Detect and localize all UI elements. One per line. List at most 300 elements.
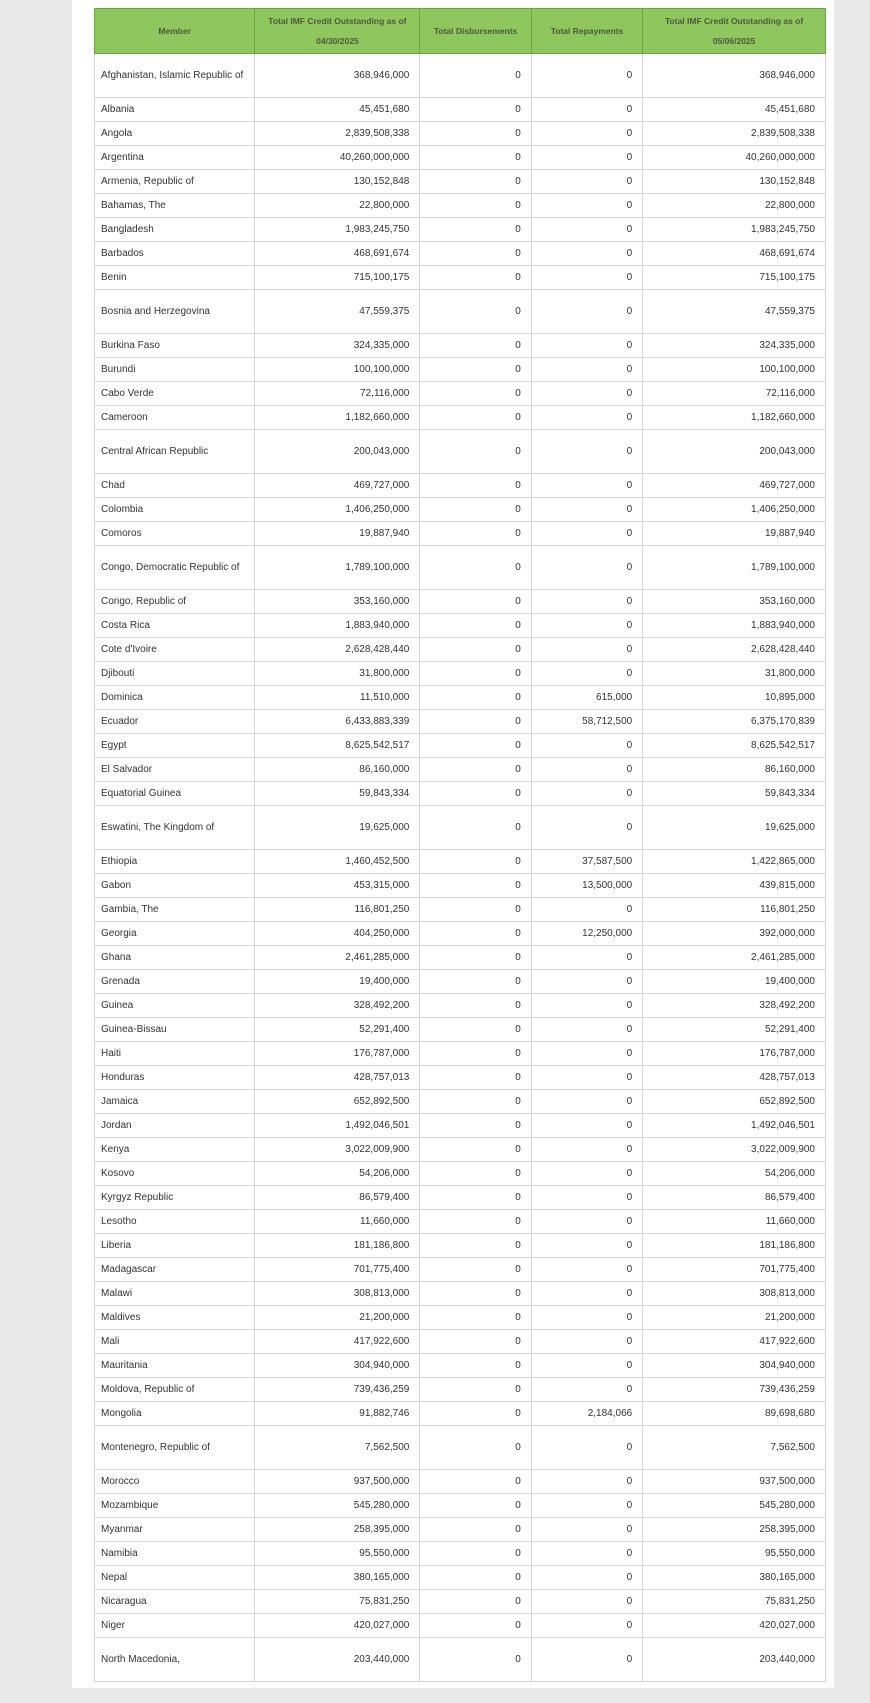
disbursements-cell: 0 — [420, 1210, 531, 1234]
credit-outstanding-start-cell: 100,100,000 — [255, 358, 420, 382]
credit-outstanding-end-cell: 1,883,940,000 — [643, 614, 826, 638]
disbursements-cell: 0 — [420, 970, 531, 994]
member-cell: Nicaragua — [95, 1590, 255, 1614]
disbursements-cell: 0 — [420, 382, 531, 406]
table-row — [95, 758, 826, 782]
credit-outstanding-end-cell: 95,550,000 — [643, 1542, 826, 1566]
disbursements-cell: 0 — [420, 898, 531, 922]
disbursements-cell: 0 — [420, 1354, 531, 1378]
credit-outstanding-start-cell: 75,831,250 — [255, 1590, 420, 1614]
disbursements-cell: 0 — [420, 1234, 531, 1258]
repayments-cell: 0 — [531, 98, 642, 122]
credit-outstanding-end-cell: 701,775,400 — [643, 1258, 826, 1282]
table-row — [95, 922, 826, 946]
member-cell: Eswatini, The Kingdom of — [95, 806, 255, 850]
table-row — [95, 218, 826, 242]
disbursements-cell: 0 — [420, 710, 531, 734]
disbursements-cell: 0 — [420, 1470, 531, 1494]
credit-outstanding-start-cell: 19,625,000 — [255, 806, 420, 850]
credit-outstanding-end-cell: 2,461,285,000 — [643, 946, 826, 970]
credit-outstanding-start-cell: 304,940,000 — [255, 1354, 420, 1378]
repayments-cell: 0 — [531, 1066, 642, 1090]
credit-outstanding-start-cell: 200,043,000 — [255, 430, 420, 474]
member-cell: Cabo Verde — [95, 382, 255, 406]
credit-outstanding-end-cell: 6,375,170,839 — [643, 710, 826, 734]
credit-outstanding-end-cell: 937,500,000 — [643, 1470, 826, 1494]
member-cell: Ethiopia — [95, 850, 255, 874]
disbursements-cell: 0 — [420, 1566, 531, 1590]
credit-outstanding-end-cell: 328,492,200 — [643, 994, 826, 1018]
repayments-cell: 0 — [531, 1494, 642, 1518]
member-cell: Chad — [95, 474, 255, 498]
repayments-cell: 0 — [531, 1638, 642, 1682]
member-cell: Malawi — [95, 1282, 255, 1306]
table-row — [95, 334, 826, 358]
member-cell: Argentina — [95, 146, 255, 170]
credit-outstanding-start-cell: 420,027,000 — [255, 1614, 420, 1638]
table-header-row — [95, 9, 826, 54]
table-row — [95, 474, 826, 498]
header-total-repayments: Total Repayments — [531, 9, 642, 54]
credit-outstanding-start-cell: 8,625,542,517 — [255, 734, 420, 758]
repayments-cell: 615,000 — [531, 686, 642, 710]
table-row — [95, 1402, 826, 1426]
credit-outstanding-end-cell: 324,335,000 — [643, 334, 826, 358]
credit-outstanding-end-cell: 3,022,009,900 — [643, 1138, 826, 1162]
table-row — [95, 290, 826, 334]
credit-outstanding-start-cell: 715,100,175 — [255, 266, 420, 290]
credit-outstanding-end-cell: 417,922,600 — [643, 1330, 826, 1354]
repayments-cell: 0 — [531, 1590, 642, 1614]
disbursements-cell: 0 — [420, 1018, 531, 1042]
repayments-cell: 0 — [531, 358, 642, 382]
credit-outstanding-end-cell: 21,200,000 — [643, 1306, 826, 1330]
credit-outstanding-end-cell: 75,831,250 — [643, 1590, 826, 1614]
credit-outstanding-end-cell: 89,698,680 — [643, 1402, 826, 1426]
credit-outstanding-start-cell: 2,461,285,000 — [255, 946, 420, 970]
credit-outstanding-start-cell: 95,550,000 — [255, 1542, 420, 1566]
credit-outstanding-start-cell: 328,492,200 — [255, 994, 420, 1018]
credit-outstanding-end-cell: 2,839,508,338 — [643, 122, 826, 146]
table-row — [95, 122, 826, 146]
disbursements-cell: 0 — [420, 1494, 531, 1518]
disbursements-cell: 0 — [420, 662, 531, 686]
credit-outstanding-end-cell: 47,559,375 — [643, 290, 826, 334]
disbursements-cell: 0 — [420, 614, 531, 638]
credit-outstanding-start-cell: 1,983,245,750 — [255, 218, 420, 242]
credit-outstanding-end-cell: 54,206,000 — [643, 1162, 826, 1186]
repayments-cell: 0 — [531, 242, 642, 266]
repayments-cell: 0 — [531, 758, 642, 782]
disbursements-cell: 0 — [420, 1518, 531, 1542]
repayments-cell: 0 — [531, 1566, 642, 1590]
table-row — [95, 1566, 826, 1590]
repayments-cell: 0 — [531, 662, 642, 686]
member-cell: Gambia, The — [95, 898, 255, 922]
table-row — [95, 1638, 826, 1682]
repayments-cell: 12,250,000 — [531, 922, 642, 946]
member-cell: Morocco — [95, 1470, 255, 1494]
credit-outstanding-end-cell: 308,813,000 — [643, 1282, 826, 1306]
disbursements-cell: 0 — [420, 1186, 531, 1210]
table-row — [95, 662, 826, 686]
repayments-cell: 0 — [531, 1090, 642, 1114]
table-row — [95, 946, 826, 970]
disbursements-cell: 0 — [420, 1282, 531, 1306]
table-row — [95, 806, 826, 850]
member-cell: Jordan — [95, 1114, 255, 1138]
disbursements-cell: 0 — [420, 1162, 531, 1186]
credit-outstanding-start-cell: 1,492,046,501 — [255, 1114, 420, 1138]
credit-outstanding-end-cell: 739,436,259 — [643, 1378, 826, 1402]
repayments-cell: 0 — [531, 970, 642, 994]
credit-outstanding-start-cell: 54,206,000 — [255, 1162, 420, 1186]
member-cell: Mauritania — [95, 1354, 255, 1378]
disbursements-cell: 0 — [420, 1542, 531, 1566]
table-row — [95, 874, 826, 898]
table-row — [95, 970, 826, 994]
repayments-cell: 0 — [531, 806, 642, 850]
disbursements-cell: 0 — [420, 1090, 531, 1114]
member-cell: Nepal — [95, 1566, 255, 1590]
credit-outstanding-start-cell: 380,165,000 — [255, 1566, 420, 1590]
credit-outstanding-start-cell: 72,116,000 — [255, 382, 420, 406]
credit-outstanding-start-cell: 31,800,000 — [255, 662, 420, 686]
disbursements-cell: 0 — [420, 1138, 531, 1162]
member-cell: Benin — [95, 266, 255, 290]
disbursements-cell: 0 — [420, 430, 531, 474]
table-row — [95, 1306, 826, 1330]
repayments-cell: 37,587,500 — [531, 850, 642, 874]
repayments-cell: 2,184,066 — [531, 1402, 642, 1426]
credit-outstanding-start-cell: 545,280,000 — [255, 1494, 420, 1518]
credit-outstanding-end-cell: 545,280,000 — [643, 1494, 826, 1518]
repayments-cell: 0 — [531, 1162, 642, 1186]
member-cell: Madagascar — [95, 1258, 255, 1282]
credit-outstanding-start-cell: 368,946,000 — [255, 54, 420, 98]
credit-outstanding-start-cell: 353,160,000 — [255, 590, 420, 614]
credit-outstanding-end-cell: 392,000,000 — [643, 922, 826, 946]
table-row — [95, 406, 826, 430]
credit-outstanding-end-cell: 203,440,000 — [643, 1638, 826, 1682]
credit-outstanding-end-cell: 200,043,000 — [643, 430, 826, 474]
table-row — [95, 242, 826, 266]
repayments-cell: 0 — [531, 1210, 642, 1234]
credit-outstanding-start-cell: 91,882,746 — [255, 1402, 420, 1426]
credit-outstanding-start-cell: 22,800,000 — [255, 194, 420, 218]
repayments-cell: 0 — [531, 1138, 642, 1162]
credit-outstanding-start-cell: 19,887,940 — [255, 522, 420, 546]
member-cell: Ecuador — [95, 710, 255, 734]
repayments-cell: 0 — [531, 782, 642, 806]
credit-outstanding-start-cell: 203,440,000 — [255, 1638, 420, 1682]
disbursements-cell: 0 — [420, 686, 531, 710]
credit-outstanding-start-cell: 468,691,674 — [255, 242, 420, 266]
credit-outstanding-end-cell: 1,983,245,750 — [643, 218, 826, 242]
member-cell: Jamaica — [95, 1090, 255, 1114]
credit-outstanding-end-cell: 19,887,940 — [643, 522, 826, 546]
credit-outstanding-start-cell: 404,250,000 — [255, 922, 420, 946]
member-cell: Bosnia and Herzegovina — [95, 290, 255, 334]
table-row — [95, 1042, 826, 1066]
table-row — [95, 358, 826, 382]
credit-outstanding-end-cell: 100,100,000 — [643, 358, 826, 382]
credit-outstanding-end-cell: 22,800,000 — [643, 194, 826, 218]
credit-outstanding-end-cell: 468,691,674 — [643, 242, 826, 266]
repayments-cell: 0 — [531, 1234, 642, 1258]
member-cell: Comoros — [95, 522, 255, 546]
credit-outstanding-start-cell: 469,727,000 — [255, 474, 420, 498]
credit-outstanding-end-cell: 8,625,542,517 — [643, 734, 826, 758]
credit-outstanding-start-cell: 47,559,375 — [255, 290, 420, 334]
imf-credit-table — [94, 8, 826, 1682]
repayments-cell: 0 — [531, 994, 642, 1018]
credit-outstanding-end-cell: 19,625,000 — [643, 806, 826, 850]
repayments-cell: 0 — [531, 1378, 642, 1402]
credit-outstanding-end-cell: 368,946,000 — [643, 54, 826, 98]
table-row — [95, 1470, 826, 1494]
credit-outstanding-start-cell: 1,406,250,000 — [255, 498, 420, 522]
disbursements-cell: 0 — [420, 850, 531, 874]
credit-outstanding-start-cell: 3,022,009,900 — [255, 1138, 420, 1162]
repayments-cell: 0 — [531, 1258, 642, 1282]
member-cell: Myanmar — [95, 1518, 255, 1542]
table-row — [95, 1494, 826, 1518]
member-cell: Central African Republic — [95, 430, 255, 474]
credit-outstanding-start-cell: 21,200,000 — [255, 1306, 420, 1330]
disbursements-cell: 0 — [420, 782, 531, 806]
member-cell: Armenia, Republic of — [95, 170, 255, 194]
credit-outstanding-start-cell: 86,160,000 — [255, 758, 420, 782]
disbursements-cell: 0 — [420, 758, 531, 782]
disbursements-cell: 0 — [420, 1402, 531, 1426]
table-row — [95, 522, 826, 546]
repayments-cell: 58,712,500 — [531, 710, 642, 734]
table-row — [95, 1234, 826, 1258]
credit-outstanding-start-cell: 176,787,000 — [255, 1042, 420, 1066]
table-row — [95, 590, 826, 614]
table-row — [95, 686, 826, 710]
credit-outstanding-end-cell: 45,451,680 — [643, 98, 826, 122]
table-row — [95, 1162, 826, 1186]
repayments-cell: 0 — [531, 406, 642, 430]
credit-outstanding-start-cell: 739,436,259 — [255, 1378, 420, 1402]
disbursements-cell: 0 — [420, 474, 531, 498]
member-cell: Barbados — [95, 242, 255, 266]
member-cell: Djibouti — [95, 662, 255, 686]
repayments-cell: 0 — [531, 290, 642, 334]
header-total-disbursements: Total Disbursements — [420, 9, 531, 54]
member-cell: Dominica — [95, 686, 255, 710]
repayments-cell: 0 — [531, 614, 642, 638]
repayments-cell: 0 — [531, 498, 642, 522]
repayments-cell: 0 — [531, 638, 642, 662]
disbursements-cell: 0 — [420, 522, 531, 546]
disbursements-cell: 0 — [420, 1614, 531, 1638]
disbursements-cell: 0 — [420, 946, 531, 970]
credit-outstanding-end-cell: 1,492,046,501 — [643, 1114, 826, 1138]
credit-outstanding-start-cell: 701,775,400 — [255, 1258, 420, 1282]
repayments-cell: 0 — [531, 1282, 642, 1306]
repayments-cell: 0 — [531, 1042, 642, 1066]
repayments-cell: 13,500,000 — [531, 874, 642, 898]
member-cell: Mongolia — [95, 1402, 255, 1426]
table-row — [95, 1426, 826, 1470]
table-row — [95, 54, 826, 98]
disbursements-cell: 0 — [420, 146, 531, 170]
credit-outstanding-start-cell: 308,813,000 — [255, 1282, 420, 1306]
credit-outstanding-end-cell: 1,422,865,000 — [643, 850, 826, 874]
disbursements-cell: 0 — [420, 266, 531, 290]
table-row — [95, 898, 826, 922]
repayments-cell: 0 — [531, 430, 642, 474]
member-cell: Bangladesh — [95, 218, 255, 242]
table-row — [95, 1090, 826, 1114]
member-cell: Cote d'Ivoire — [95, 638, 255, 662]
table-row — [95, 1614, 826, 1638]
member-cell: Angola — [95, 122, 255, 146]
credit-outstanding-end-cell: 304,940,000 — [643, 1354, 826, 1378]
credit-outstanding-end-cell: 116,801,250 — [643, 898, 826, 922]
table-row — [95, 710, 826, 734]
disbursements-cell: 0 — [420, 546, 531, 590]
disbursements-cell: 0 — [420, 1426, 531, 1470]
credit-outstanding-start-cell: 40,260,000,000 — [255, 146, 420, 170]
member-cell: Gabon — [95, 874, 255, 898]
disbursements-cell: 0 — [420, 170, 531, 194]
credit-outstanding-end-cell: 258,395,000 — [643, 1518, 826, 1542]
member-cell: Honduras — [95, 1066, 255, 1090]
repayments-cell: 0 — [531, 194, 642, 218]
credit-outstanding-end-cell: 52,291,400 — [643, 1018, 826, 1042]
table-row — [95, 266, 826, 290]
repayments-cell: 0 — [531, 1470, 642, 1494]
credit-outstanding-start-cell: 428,757,013 — [255, 1066, 420, 1090]
member-cell: Maldives — [95, 1306, 255, 1330]
member-cell: El Salvador — [95, 758, 255, 782]
repayments-cell: 0 — [531, 898, 642, 922]
credit-outstanding-start-cell: 19,400,000 — [255, 970, 420, 994]
member-cell: Albania — [95, 98, 255, 122]
disbursements-cell: 0 — [420, 1590, 531, 1614]
repayments-cell: 0 — [531, 218, 642, 242]
repayments-cell: 0 — [531, 1614, 642, 1638]
credit-outstanding-start-cell: 86,579,400 — [255, 1186, 420, 1210]
member-cell: Egypt — [95, 734, 255, 758]
credit-outstanding-start-cell: 417,922,600 — [255, 1330, 420, 1354]
credit-outstanding-end-cell: 715,100,175 — [643, 266, 826, 290]
credit-outstanding-end-cell: 130,152,848 — [643, 170, 826, 194]
member-cell: Mozambique — [95, 1494, 255, 1518]
credit-outstanding-end-cell: 181,186,800 — [643, 1234, 826, 1258]
disbursements-cell: 0 — [420, 406, 531, 430]
member-cell: Niger — [95, 1614, 255, 1638]
credit-outstanding-end-cell: 380,165,000 — [643, 1566, 826, 1590]
member-cell: Congo, Democratic Republic of — [95, 546, 255, 590]
table-row — [95, 638, 826, 662]
member-cell: Mali — [95, 1330, 255, 1354]
credit-outstanding-end-cell: 469,727,000 — [643, 474, 826, 498]
header-credit-outstanding-start: Total IMF Credit Outstanding as of 04/30/2025 — [255, 9, 420, 54]
disbursements-cell: 0 — [420, 1114, 531, 1138]
repayments-cell: 0 — [531, 734, 642, 758]
credit-outstanding-start-cell: 181,186,800 — [255, 1234, 420, 1258]
repayments-cell: 0 — [531, 1518, 642, 1542]
repayments-cell: 0 — [531, 1542, 642, 1566]
member-cell: Equatorial Guinea — [95, 782, 255, 806]
member-cell: Namibia — [95, 1542, 255, 1566]
member-cell: Montenegro, Republic of — [95, 1426, 255, 1470]
table-row — [95, 850, 826, 874]
table-row — [95, 1210, 826, 1234]
disbursements-cell: 0 — [420, 874, 531, 898]
credit-outstanding-end-cell: 40,260,000,000 — [643, 146, 826, 170]
credit-outstanding-start-cell: 11,660,000 — [255, 1210, 420, 1234]
table-row — [95, 1330, 826, 1354]
credit-outstanding-start-cell: 1,460,452,500 — [255, 850, 420, 874]
credit-outstanding-end-cell: 72,116,000 — [643, 382, 826, 406]
disbursements-cell: 0 — [420, 98, 531, 122]
disbursements-cell: 0 — [420, 218, 531, 242]
member-cell: Colombia — [95, 498, 255, 522]
credit-outstanding-start-cell: 1,883,940,000 — [255, 614, 420, 638]
credit-outstanding-end-cell: 1,182,660,000 — [643, 406, 826, 430]
member-cell: Grenada — [95, 970, 255, 994]
table-row — [95, 1378, 826, 1402]
repayments-cell: 0 — [531, 266, 642, 290]
repayments-cell: 0 — [531, 146, 642, 170]
credit-outstanding-end-cell: 86,160,000 — [643, 758, 826, 782]
disbursements-cell: 0 — [420, 334, 531, 358]
credit-outstanding-start-cell: 1,789,100,000 — [255, 546, 420, 590]
member-cell: Guinea — [95, 994, 255, 1018]
document-page — [72, 0, 834, 1688]
member-cell: Afghanistan, Islamic Republic of — [95, 54, 255, 98]
table-row — [95, 1186, 826, 1210]
repayments-cell: 0 — [531, 474, 642, 498]
disbursements-cell: 0 — [420, 1378, 531, 1402]
disbursements-cell: 0 — [420, 734, 531, 758]
disbursements-cell: 0 — [420, 498, 531, 522]
credit-outstanding-end-cell: 7,562,500 — [643, 1426, 826, 1470]
repayments-cell: 0 — [531, 1426, 642, 1470]
credit-outstanding-start-cell: 45,451,680 — [255, 98, 420, 122]
disbursements-cell: 0 — [420, 1066, 531, 1090]
credit-outstanding-start-cell: 652,892,500 — [255, 1090, 420, 1114]
credit-outstanding-start-cell: 11,510,000 — [255, 686, 420, 710]
credit-outstanding-end-cell: 1,406,250,000 — [643, 498, 826, 522]
header-credit-outstanding-end: Total IMF Credit Outstanding as of 05/06/2025 — [643, 9, 826, 54]
credit-outstanding-start-cell: 130,152,848 — [255, 170, 420, 194]
repayments-cell: 0 — [531, 1330, 642, 1354]
member-cell: Bahamas, The — [95, 194, 255, 218]
credit-outstanding-end-cell: 19,400,000 — [643, 970, 826, 994]
credit-outstanding-end-cell: 11,660,000 — [643, 1210, 826, 1234]
repayments-cell: 0 — [531, 170, 642, 194]
disbursements-cell: 0 — [420, 54, 531, 98]
disbursements-cell: 0 — [420, 806, 531, 850]
credit-outstanding-start-cell: 324,335,000 — [255, 334, 420, 358]
member-cell: Cameroon — [95, 406, 255, 430]
repayments-cell: 0 — [531, 1186, 642, 1210]
member-cell: Liberia — [95, 1234, 255, 1258]
credit-outstanding-end-cell: 428,757,013 — [643, 1066, 826, 1090]
member-cell: Haiti — [95, 1042, 255, 1066]
repayments-cell: 0 — [531, 1114, 642, 1138]
disbursements-cell: 0 — [420, 590, 531, 614]
table-row — [95, 430, 826, 474]
disbursements-cell: 0 — [420, 1258, 531, 1282]
